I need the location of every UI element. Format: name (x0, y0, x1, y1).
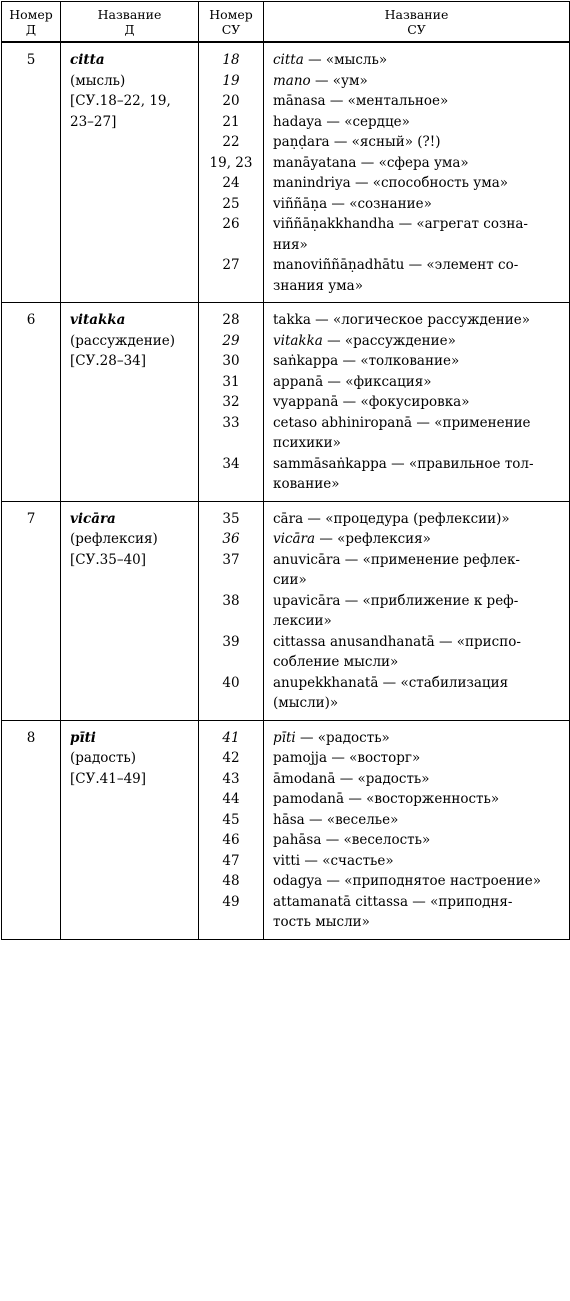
su-number: 44 (222, 791, 240, 807)
su-term-gloss: — «веселье» (304, 811, 399, 828)
su-number (199, 474, 263, 495)
su-number: 37 (222, 551, 240, 568)
su-term-line (273, 871, 563, 892)
su-term-line (273, 392, 563, 413)
su-term-line (273, 214, 563, 235)
term-pali: pīti (70, 729, 96, 746)
su-number: 20 (222, 93, 240, 109)
su-number (199, 652, 263, 673)
su-term-gloss: — «счастье» (300, 852, 394, 869)
su-term-pali: vitti (273, 852, 301, 869)
term-translation: (рефлексия) (70, 531, 158, 547)
su-terms-cell (264, 501, 570, 720)
su-term-gloss: — «применение рефлек- (340, 551, 520, 568)
su-term-pali: pahāsa (273, 832, 322, 848)
su-number: 19 (222, 72, 240, 89)
su-terms-cell (264, 303, 570, 502)
su-number (199, 570, 263, 591)
su-term-pali: anupekkhanatā (273, 674, 379, 691)
su-term-line (273, 454, 563, 475)
su-term-pali: vicāra (273, 531, 316, 547)
term-reference: [СУ.35–40] (70, 551, 147, 568)
su-number: 27 (222, 257, 240, 273)
su-term-gloss: — «рассуждение» (322, 332, 456, 349)
su-term-pali: viññāṇakkhandha (273, 216, 395, 232)
su-term-pali: pamodanā (273, 791, 345, 807)
su-number: 28 (222, 312, 240, 328)
su-number: 34 (222, 455, 240, 472)
su-term-pali: pamojja (273, 750, 328, 766)
su-term-gloss: — «ум» (310, 72, 368, 89)
su-number: 38 (222, 592, 240, 609)
su-term-pali: cāra (273, 510, 304, 527)
su-term-pali: manoviññāṇadhātu (273, 257, 405, 273)
su-term-gloss: — «процедура (рефлексии)» (303, 510, 510, 527)
su-number: 41 (222, 729, 240, 746)
su-term-line (273, 830, 563, 851)
su-number: 31 (222, 373, 240, 390)
su-term-line (273, 331, 563, 352)
su-number: 19, 23 (209, 154, 253, 171)
term-translation: (радость) (70, 750, 137, 766)
su-term-pali: mano (273, 72, 311, 89)
su-term-gloss: — «фиксация» (323, 373, 432, 390)
su-term-line (273, 112, 563, 133)
su-term-pali: appanā (273, 373, 324, 390)
su-term-pali: āmodanā (273, 770, 336, 787)
term-reference: [СУ.18–22, 19, 23–27] (70, 93, 171, 130)
su-term-gloss: — «способность ума» (350, 175, 509, 191)
su-number: 48 (222, 873, 240, 889)
su-term-line (273, 433, 563, 454)
table-row (2, 303, 570, 502)
su-number: 39 (222, 633, 240, 650)
term-pali: citta (70, 52, 105, 68)
su-term-gloss: кование» (273, 476, 340, 492)
su-term-line (273, 611, 563, 632)
su-term-line (273, 310, 563, 331)
term-reference: [СУ.28–34] (70, 353, 147, 369)
su-term-line (273, 71, 563, 92)
term-pali: vicāra (70, 510, 116, 527)
su-number: 26 (222, 216, 240, 232)
row-number: 7 (2, 501, 61, 720)
su-term-line (273, 632, 563, 653)
su-term-gloss: ния» (273, 236, 308, 253)
su-term-gloss: — «сердце» (322, 113, 410, 130)
su-term-line (273, 194, 563, 215)
su-number (199, 235, 263, 256)
su-term-pali: takka (273, 312, 311, 328)
su-term-gloss: — «сознание» (327, 195, 432, 212)
su-term-line (273, 748, 563, 769)
su-term-gloss: — «приспо- (434, 633, 521, 650)
su-term-line (273, 529, 563, 550)
term-translation: (рассуждение) (70, 332, 175, 349)
su-numbers-cell (199, 303, 264, 502)
su-term-line (273, 132, 563, 153)
su-terms-cell (264, 720, 570, 939)
su-term-line (273, 693, 563, 714)
su-term-gloss: — «ментальное» (325, 93, 449, 109)
su-term-line (273, 550, 563, 571)
row-number: 6 (2, 303, 61, 502)
su-term-line (273, 769, 563, 790)
su-numbers-cell (199, 42, 264, 303)
su-term-line (273, 728, 563, 749)
su-number: 32 (222, 394, 240, 410)
su-term-line (273, 851, 563, 872)
su-term-gloss: — «приподнятое настроение» (322, 873, 542, 889)
su-number: 47 (222, 852, 240, 869)
su-term-pali: viññāṇa (273, 195, 328, 212)
su-term-gloss: собление мысли» (273, 654, 399, 670)
su-number (199, 276, 263, 297)
su-numbers-cell (199, 501, 264, 720)
table-row (2, 720, 570, 939)
su-term-line (273, 413, 563, 434)
su-term-gloss: — «ясный» (?!) (329, 134, 441, 150)
su-term-line (273, 570, 563, 591)
row-number: 5 (2, 42, 61, 303)
su-number (199, 611, 263, 632)
su-term-pali: citta (273, 52, 304, 68)
su-term-line (273, 509, 563, 530)
su-number (199, 693, 263, 714)
su-term-line (273, 892, 563, 913)
su-term-pali: manāyatana (273, 154, 357, 171)
su-number: 29 (222, 332, 240, 349)
su-term-line (273, 235, 563, 256)
su-number: 35 (222, 510, 240, 527)
su-number: 21 (222, 113, 240, 130)
term-pali: vitakka (70, 312, 126, 328)
row-number: 8 (2, 720, 61, 939)
su-term-gloss: — «мысль» (303, 52, 388, 68)
su-term-pali: saṅkappa (273, 353, 339, 369)
su-term-line (273, 652, 563, 673)
header-num-d: Номер Д (2, 2, 61, 43)
su-term-gloss: — «восторженность» (344, 791, 500, 807)
su-term-gloss: тость мысли» (273, 914, 370, 930)
su-term-gloss: — «правильное тол- (386, 455, 534, 472)
header-num-su: Номер СУ (199, 2, 264, 43)
su-term-gloss: — «рефлексия» (315, 531, 431, 547)
su-number: 49 (222, 893, 240, 910)
header-name-su: Название СУ (264, 2, 570, 43)
su-term-gloss: — «стабилизация (378, 674, 509, 691)
su-number: 22 (222, 134, 240, 150)
su-term-line (273, 591, 563, 612)
su-term-gloss: — «приподня- (408, 893, 513, 910)
su-term-gloss: сии» (273, 572, 307, 588)
row-name-cell (61, 303, 199, 502)
su-term-gloss: — «восторг» (327, 750, 421, 766)
row-name-cell (61, 501, 199, 720)
su-term-pali: hadaya (273, 113, 323, 130)
su-terms-cell (264, 42, 570, 303)
su-number: 18 (222, 52, 240, 68)
terms-table (1, 1, 570, 940)
su-term-line (273, 50, 563, 71)
su-number: 24 (222, 175, 240, 191)
su-number (199, 433, 263, 454)
su-term-gloss: — «сфера ума» (356, 154, 469, 171)
su-term-gloss: (мысли)» (273, 695, 339, 711)
su-term-gloss: лексии» (273, 613, 332, 629)
su-term-line (273, 810, 563, 831)
su-term-gloss: — «логическое рассуждение» (310, 312, 531, 328)
su-term-line (273, 673, 563, 694)
su-term-line (273, 153, 563, 174)
su-term-pali: vyappanā (273, 394, 339, 410)
su-term-pali: vitakka (273, 332, 323, 349)
su-number: 43 (222, 770, 240, 787)
header-row (2, 2, 570, 43)
su-term-gloss: — «применение (412, 414, 531, 431)
su-term-gloss: — «элемент со- (404, 257, 519, 273)
su-number: 42 (222, 750, 240, 766)
su-term-gloss: — «агрегат созна- (394, 216, 528, 232)
su-number: 40 (222, 674, 240, 691)
su-number (199, 912, 263, 933)
su-term-line (273, 173, 563, 194)
su-term-pali: pīti (273, 729, 296, 746)
su-term-pali: odagya (273, 873, 323, 889)
row-name-cell (61, 720, 199, 939)
table-row (2, 42, 570, 303)
su-number: 46 (222, 832, 240, 848)
su-term-gloss: — «радость» (295, 729, 390, 746)
term-translation: (мысль) (70, 72, 126, 89)
su-term-pali: hāsa (273, 811, 305, 828)
su-number: 36 (222, 531, 240, 547)
su-term-line (273, 255, 563, 276)
su-term-pali: upavicāra (273, 592, 341, 609)
term-reference: [СУ.41–49] (70, 770, 147, 787)
su-numbers-cell (199, 720, 264, 939)
su-term-gloss: психики» (273, 435, 341, 451)
su-term-pali: sammāsaṅkappa (273, 455, 387, 472)
su-term-pali: cetaso abhiniropanā (273, 414, 413, 431)
su-term-line (273, 372, 563, 393)
su-term-gloss: — «радость» (335, 770, 430, 787)
su-term-pali: attamanatā cittassa (273, 893, 408, 910)
su-term-line (273, 789, 563, 810)
su-term-pali: mānasa (273, 93, 326, 109)
su-number: 30 (222, 353, 240, 369)
su-term-gloss: — «фокусировка» (338, 394, 470, 410)
su-number: 33 (222, 414, 240, 431)
su-term-line (273, 474, 563, 495)
su-term-gloss: — «толкование» (338, 353, 460, 369)
su-number: 25 (222, 195, 240, 212)
su-term-gloss: — «веселость» (321, 832, 431, 848)
header-name-d: Название Д (61, 2, 199, 43)
su-term-gloss: знания ума» (273, 277, 363, 294)
su-number: 45 (222, 811, 240, 828)
su-term-line (273, 351, 563, 372)
su-term-line (273, 91, 563, 112)
table-row (2, 501, 570, 720)
su-term-pali: paṇḍara (273, 134, 330, 150)
row-name-cell (61, 42, 199, 303)
su-term-line (273, 912, 563, 933)
su-term-pali: manindriya (273, 175, 351, 191)
su-term-line (273, 276, 563, 297)
su-term-pali: anuvicāra (273, 551, 341, 568)
su-term-pali: cittassa anusandhanatā (273, 633, 435, 650)
su-term-gloss: — «приближение к реф- (340, 592, 519, 609)
